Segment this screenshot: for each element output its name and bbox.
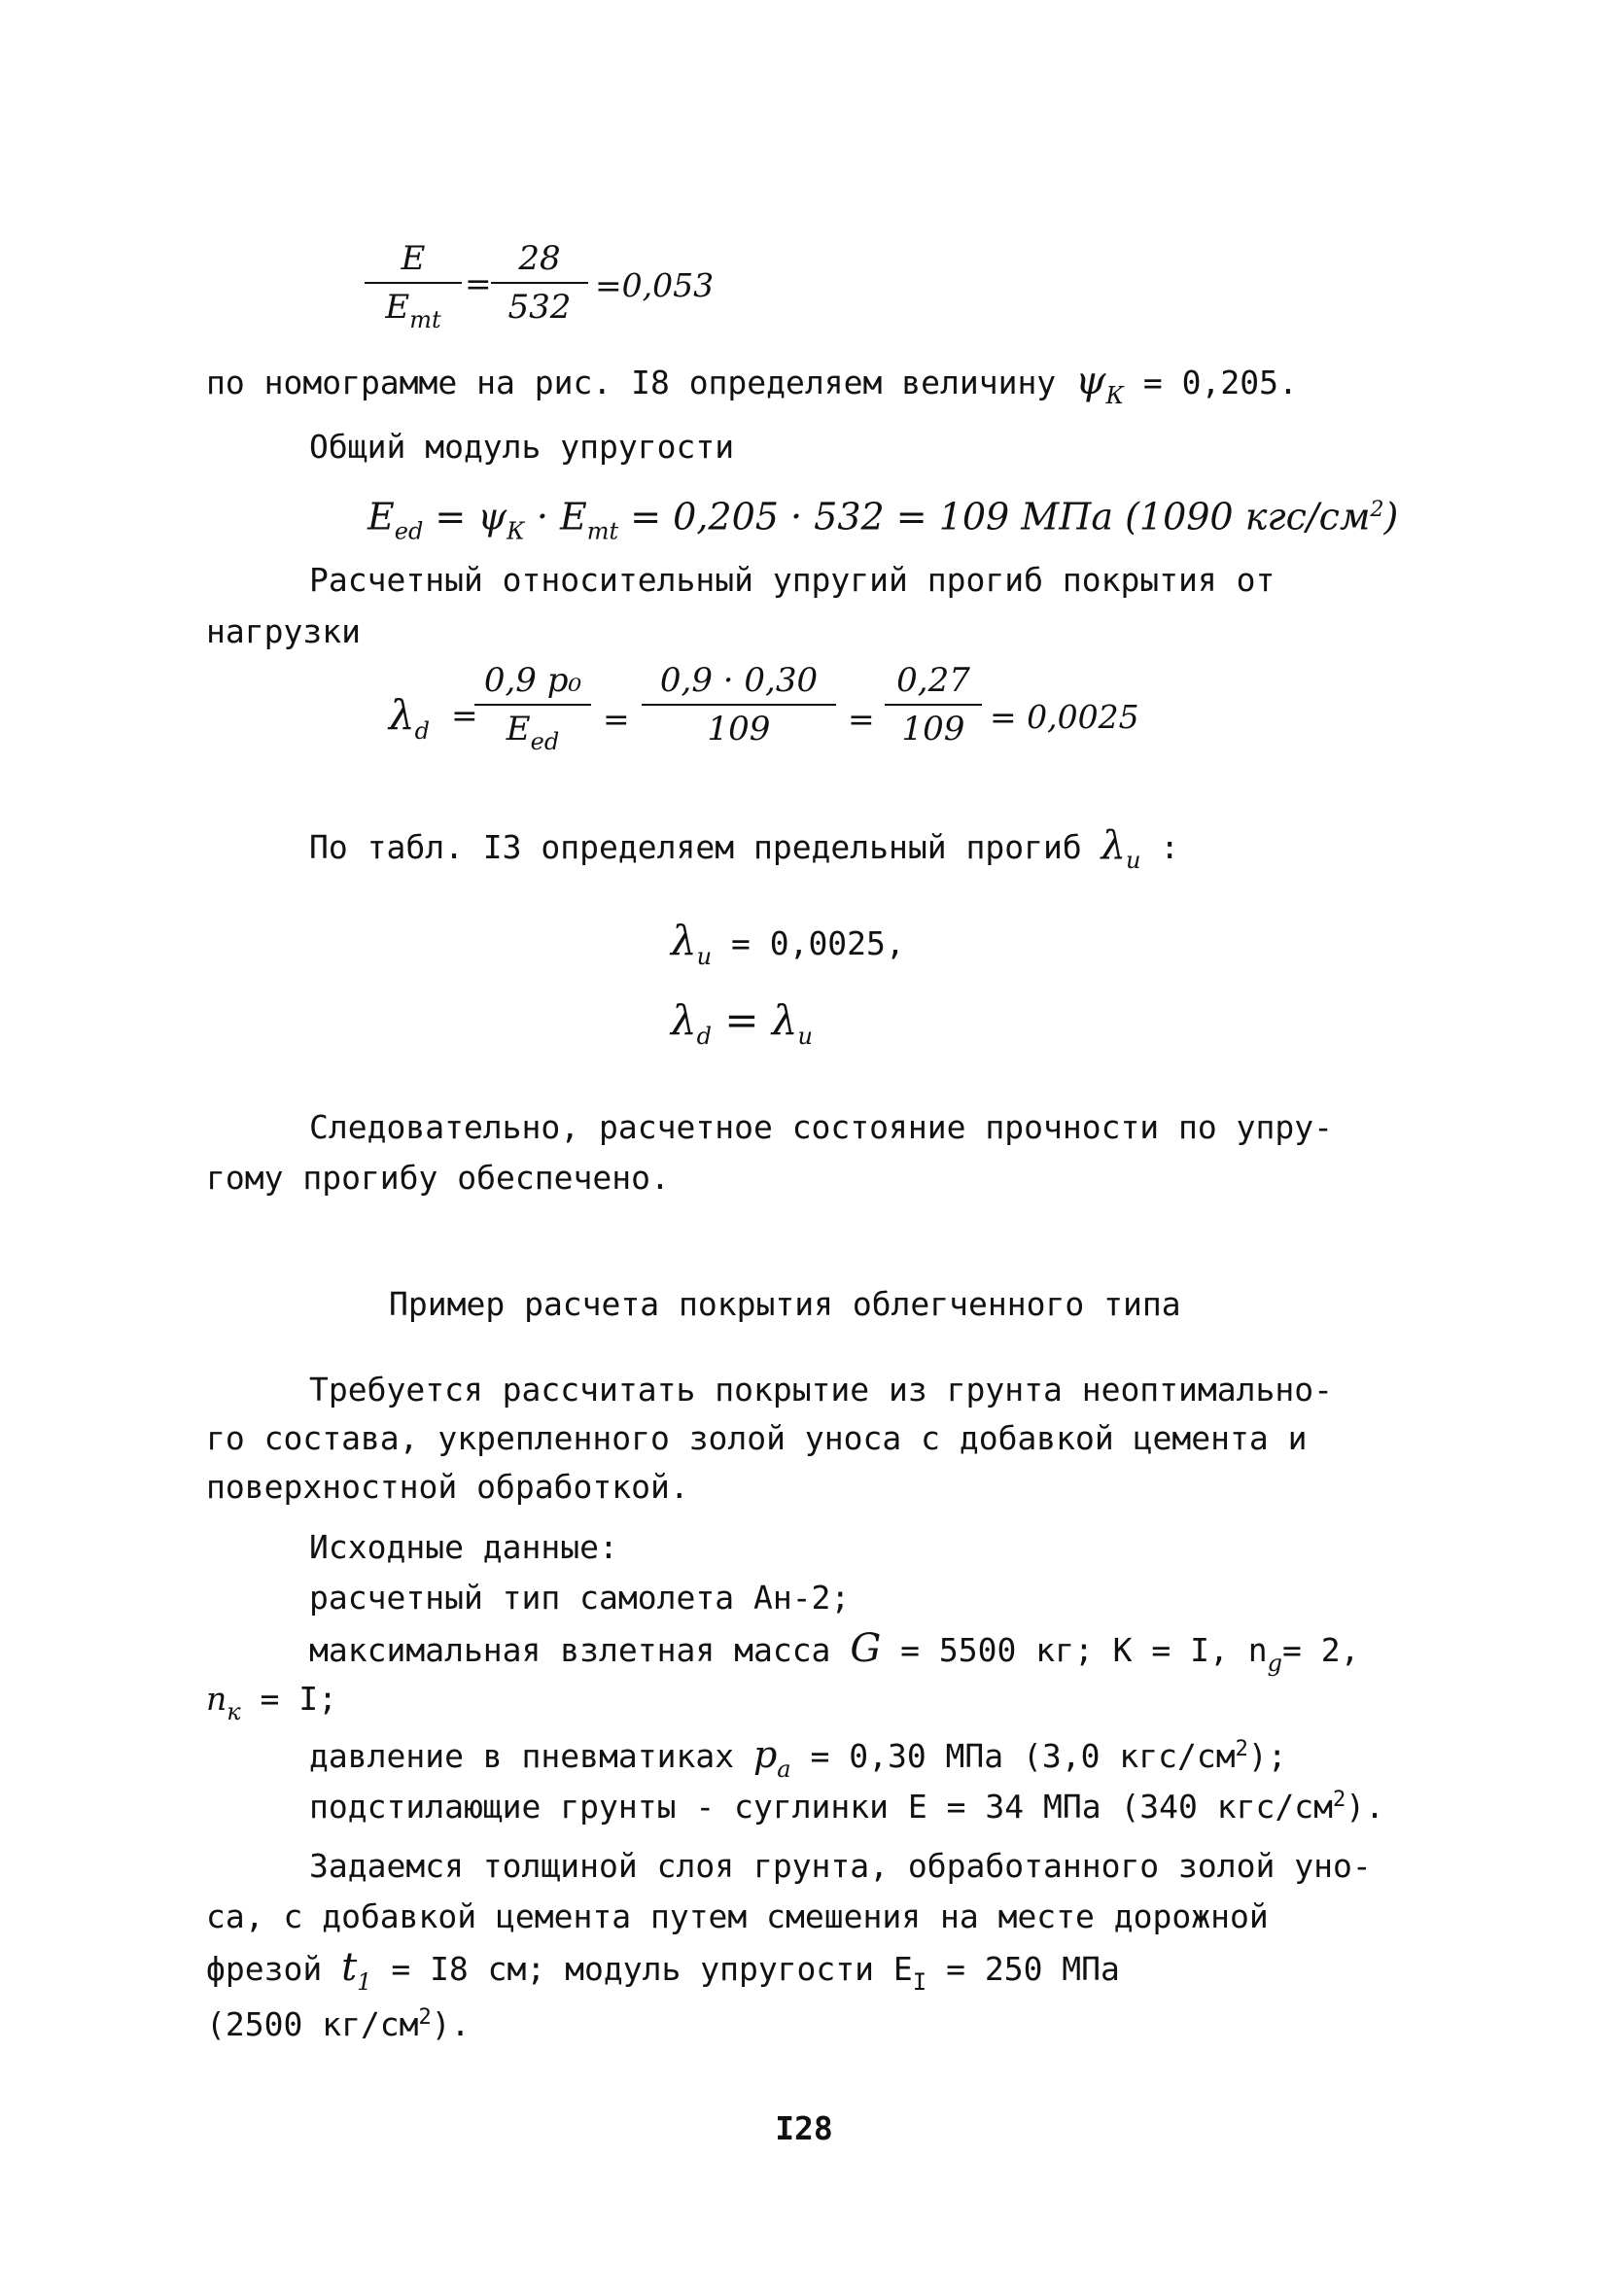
fraction-numerator: 28 [518, 239, 561, 278]
text-span: = 0,205. [1142, 364, 1298, 401]
lambda-d: $\lambda_d$ [389, 691, 430, 745]
data-line: $n_к = I$; [206, 1680, 337, 1725]
paragraph-line: са, с добавкой цемента путем смешения на месте дорожной [206, 1897, 1269, 1935]
equals-sign: = [465, 264, 492, 302]
formula-lambda-u-value: $\lambda_u = 0,0025$, [671, 917, 905, 970]
data-line: давление в пневматиках $p_a = 0,30$ МПа (3,0 кгс/$см^2$); [309, 1733, 1287, 1783]
psi-symbol: ψ [1075, 359, 1106, 403]
fraction-numerator: 0,27 [896, 661, 970, 700]
fraction-denominator: $E_{mt}$ [385, 288, 441, 333]
paragraph-line: Задаемся толщиной слоя грунта, обработанного золой уно- [309, 1847, 1372, 1885]
fraction-numerator: 0,9 · 0,30 [659, 661, 819, 700]
text-line [206, 359, 1298, 415]
fraction-09p0-eed [474, 661, 591, 761]
fraction-e-emt [365, 239, 462, 339]
fraction-bar [365, 282, 462, 284]
paragraph-line: Следовательно, расчетное состояние прочности по упру- [309, 1108, 1333, 1146]
text-span: По табл. I3 определяем предельный прогиб [309, 828, 1082, 866]
fraction-numerator: E [401, 239, 426, 278]
paragraph-line: фрезой $t_1 = I8$ см; модуль упругости $E_I = 250$ МПа [206, 1945, 1120, 1996]
formula-lambda-d-equals-u: $\lambda_d = \lambda_u$ [671, 996, 813, 1050]
paragraph-line: поверхностной обработкой. [206, 1468, 689, 1506]
data-line: подстилающие грунты - суглинки Е = 34 МПа (340 кгс/$см^2$). [309, 1788, 1384, 1826]
text-span: : [1160, 828, 1180, 866]
fraction-denominator: 109 [707, 710, 771, 748]
fraction-bar [474, 704, 591, 706]
section-title: Пример расчета покрытия облегченного типа [389, 1285, 1181, 1323]
psi-subscript: К [1105, 382, 1125, 409]
fraction-bar [491, 282, 588, 284]
formula-result: =0,053 [595, 266, 715, 304]
fraction-denominator: 532 [507, 288, 572, 327]
fraction-bar [885, 704, 982, 706]
paragraph-line: Требуется рассчитать покрытие из грунта неоптимально- [309, 1371, 1333, 1409]
fraction-denominator: $E_{ed}$ [506, 710, 560, 755]
initial-data-heading: Исходные данные: [309, 1528, 618, 1566]
data-line: максимальная взлетная масса G = 5500 кг; К = I, $n_g= 2$, [309, 1626, 1360, 1677]
fraction-28-532 [491, 239, 588, 327]
data-line: расчетный тип самолета Ан-2; [309, 1579, 851, 1617]
page-number: I28 [775, 2109, 833, 2147]
fraction-numerator: 0,9 p₀ [483, 661, 582, 700]
paragraph-line: го состава, укрепленного золой уноса с добавкой цемента и [206, 1419, 1308, 1457]
text-line [309, 823, 1180, 880]
paragraph-line: нагрузки [206, 612, 361, 650]
paragraph-line: (2500 $кг/см^2$). [206, 2005, 471, 2043]
fraction-bar [642, 704, 836, 706]
equals-sign: = [451, 696, 478, 734]
formula-result: = 0,0025 [990, 698, 1139, 736]
paragraph-line: Расчетный относительный упругий прогиб покрытия от [309, 561, 1276, 599]
formula-modulus: $E_{ed} = \psi_К \cdot E_{mt} = 0,205 \cdot 532 = 109$ МПа (1090 кгс/$см^2$) [367, 495, 1399, 545]
fraction-027-109 [885, 661, 982, 748]
equals-sign: = [603, 700, 630, 738]
text-span: по номограмме на рис. I8 определяем величину [206, 364, 1057, 401]
lambda-u-subscript: u [1125, 847, 1141, 874]
fraction-09x030-109 [642, 661, 836, 748]
heading-modulus: Общий модуль упругости [309, 428, 735, 466]
paragraph-line: гому прогибу обеспечено. [206, 1159, 670, 1197]
lambda-u-symbol: λ [1101, 823, 1126, 868]
equals-sign: = [848, 700, 875, 738]
fraction-denominator: 109 [901, 710, 965, 748]
